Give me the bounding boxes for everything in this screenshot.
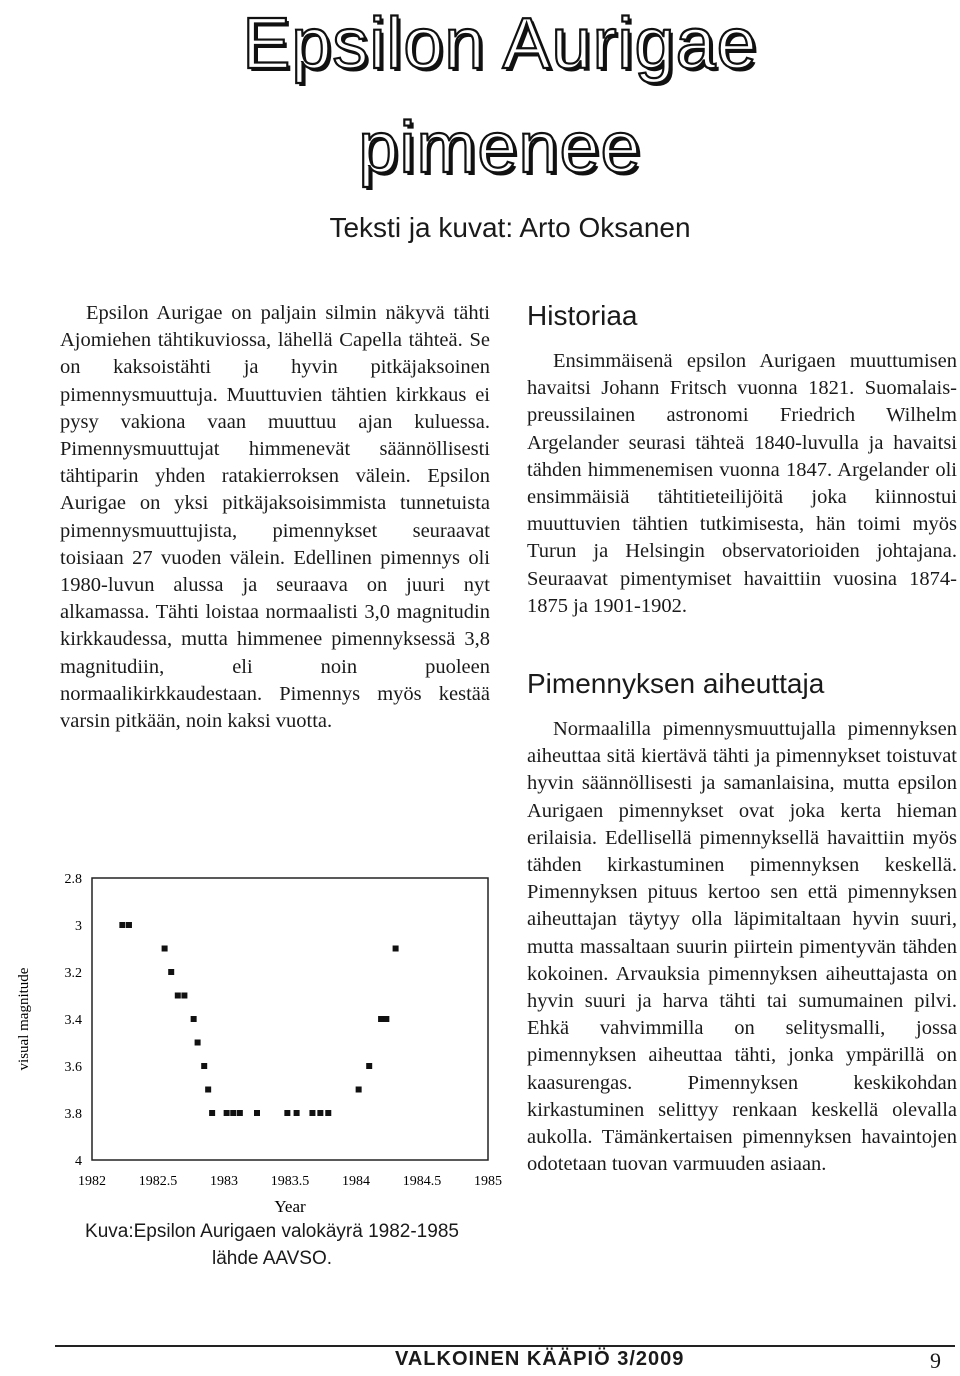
- footer-magazine-name: VALKOINEN KÄÄPIÖ 3/2009: [395, 1348, 685, 1370]
- data-point: [284, 1110, 290, 1116]
- x-tick-label: 1983.5: [270, 1174, 310, 1189]
- right-column: [527, 300, 957, 1178]
- x-tick-label: 1984: [342, 1174, 370, 1189]
- data-point: [230, 1110, 236, 1116]
- section-heading-history: Historiaa: [527, 300, 638, 331]
- x-tick-label: 1984.5: [402, 1174, 442, 1189]
- figure-caption: [62, 1218, 482, 1272]
- x-tick-label: 1982: [78, 1174, 106, 1189]
- data-point: [181, 993, 187, 999]
- y-tick-label: 4: [75, 1154, 82, 1169]
- cause-paragraph: Normaalilla pimennysmuuttujalla pimennyksen aiheuttaa sitä kiertävä tähti ja pimennykset toistuvat hyvin säännöllisesti ja samanlaisina, mutta epsilon Aurigaen pimennykset ovat joka kerta hieman erilaisia. Edellisellä pimennyksellä havaittiin myös tähden kirkastuminen pimennyksen keskellä. Pimennyksen pituus kertoo sen että pimennyksen aiheuttajan täytyy olla läpimitaltaan hyvin suuri, mutta massaltaan suurin piirtein pimentyvän tähden kokoinen. Arvauksia pimennyksen aiheuttajasta on hyvin suuri ja harva tähti tai sumumainen pilvi. Ehkä vahvimmilla on selitysmalli, jossa pimennyksen aiheuttaa tähti, jonka ympärillä on kaasurengas. Pimennyksen keskikohdan kirkastuminen selittyy renkaan keskellä olevalla aukolla. Tämänkertaisen pimennyksen havaintojen odotetaan tuovan varmuuden asiaan.: [527, 718, 957, 1176]
- data-point: [168, 969, 174, 975]
- data-point: [383, 1016, 389, 1022]
- caption-line2: lähde AAVSO.: [211, 1248, 333, 1269]
- history-paragraph: Ensimmäisenä epsilon Aurigaen muuttumisen havaitsi Johann Fritsch vuonna 1821. Suomalais-preussilainen astronomi Friedrich Wilhelm Argelander seurasi tähteä 1840-luvulla ja havaitsi tähden himmenemisen vuonna 1847. Argelander oli ensimmäisiä tähtitieteilijöitä joka kiinnostui muuttuvien tähtien tutkimisesta, hän toimi myös Turun ja Helsingin observatorioiden johtajana. Seuraavat pimentymiset havaittiin vuosina 1874-1875 ja 1901-1902.: [527, 350, 957, 617]
- data-point: [237, 1110, 243, 1116]
- plot-frame: [92, 878, 488, 1160]
- data-point: [378, 1016, 384, 1022]
- section-heading-cause: Pimennyksen aiheuttaja: [527, 668, 825, 700]
- x-tick-label: 1985: [474, 1174, 502, 1189]
- data-point: [317, 1110, 323, 1116]
- data-point: [201, 1063, 207, 1069]
- footer-rule: [55, 1345, 955, 1347]
- article-title-line1: Epsilon Aurigae: [242, 4, 758, 84]
- y-tick-label: 3.6: [64, 1060, 82, 1075]
- light-curve-chart: [10, 860, 510, 1220]
- light-curve-svg: [10, 860, 510, 1220]
- data-point: [209, 1110, 215, 1116]
- data-point: [175, 993, 181, 999]
- data-point: [195, 1040, 201, 1046]
- data-point: [356, 1087, 362, 1093]
- y-tick-label: 3.2: [64, 966, 82, 981]
- y-tick-label: 3.8: [64, 1107, 82, 1122]
- y-axis-label: visual magnitude: [16, 967, 32, 1071]
- data-point: [393, 946, 399, 952]
- data-point: [224, 1110, 230, 1116]
- data-point: [294, 1110, 300, 1116]
- data-point: [126, 922, 132, 928]
- caption-line1: Kuva:Epsilon Aurigaen valokäyrä 1982-1985: [85, 1221, 459, 1242]
- data-point: [254, 1110, 260, 1116]
- data-point: [366, 1063, 372, 1069]
- data-point: [309, 1110, 315, 1116]
- y-tick-label: 3: [75, 919, 82, 934]
- x-tick-label: 1982.5: [138, 1174, 178, 1189]
- data-point: [162, 946, 168, 952]
- data-point: [119, 922, 125, 928]
- y-tick-label: 2.8: [64, 872, 82, 887]
- y-tick-label: 3.4: [64, 1013, 82, 1028]
- data-point: [325, 1110, 331, 1116]
- data-point: [205, 1087, 211, 1093]
- left-column: [60, 300, 490, 735]
- x-axis-label: Year: [274, 1197, 306, 1216]
- intro-paragraph: Epsilon Aurigae on paljain silmin näkyvä tähti Ajomiehen tähtikuviossa, lähellä Capella tähteä. Se on kaksoistähti ja hyvin pitkäjaksoinen pimennysmuuttuja. Muuttuvien tähtien kirkkaus ei pysy vakiona vaan muuttuu ajan kuluessa. Pimennysmuuttujat himmenevät säännöllisesti tähtiparin yhden ratakierroksen välein. Epsilon Aurigae on yksi pitkäjaksoisimmista tunnetuista pimennysmuuttujista, pimennykset seuraavat toisiaan 27 vuoden välein. Edellinen pimennys oli 1980-luvun alussa ja seuraava on juuri nyt alkamassa. Tähti loistaa normaalisti 3,0 magnitudin kirkkaudessa, mutta himmenee pimennyksessä 3,8 magnitudiin, eli noin puoleen normaalikirkkaudestaan. Pimennys myös kestää varsin pitkään, noin kaksi vuotta.: [60, 302, 490, 733]
- article-title-line2: pimenee: [358, 108, 642, 188]
- data-point: [191, 1016, 197, 1022]
- x-tick-label: 1983: [210, 1174, 238, 1189]
- byline: Teksti ja kuvat: Arto Oksanen: [329, 212, 691, 243]
- page-number: 9: [930, 1348, 941, 1373]
